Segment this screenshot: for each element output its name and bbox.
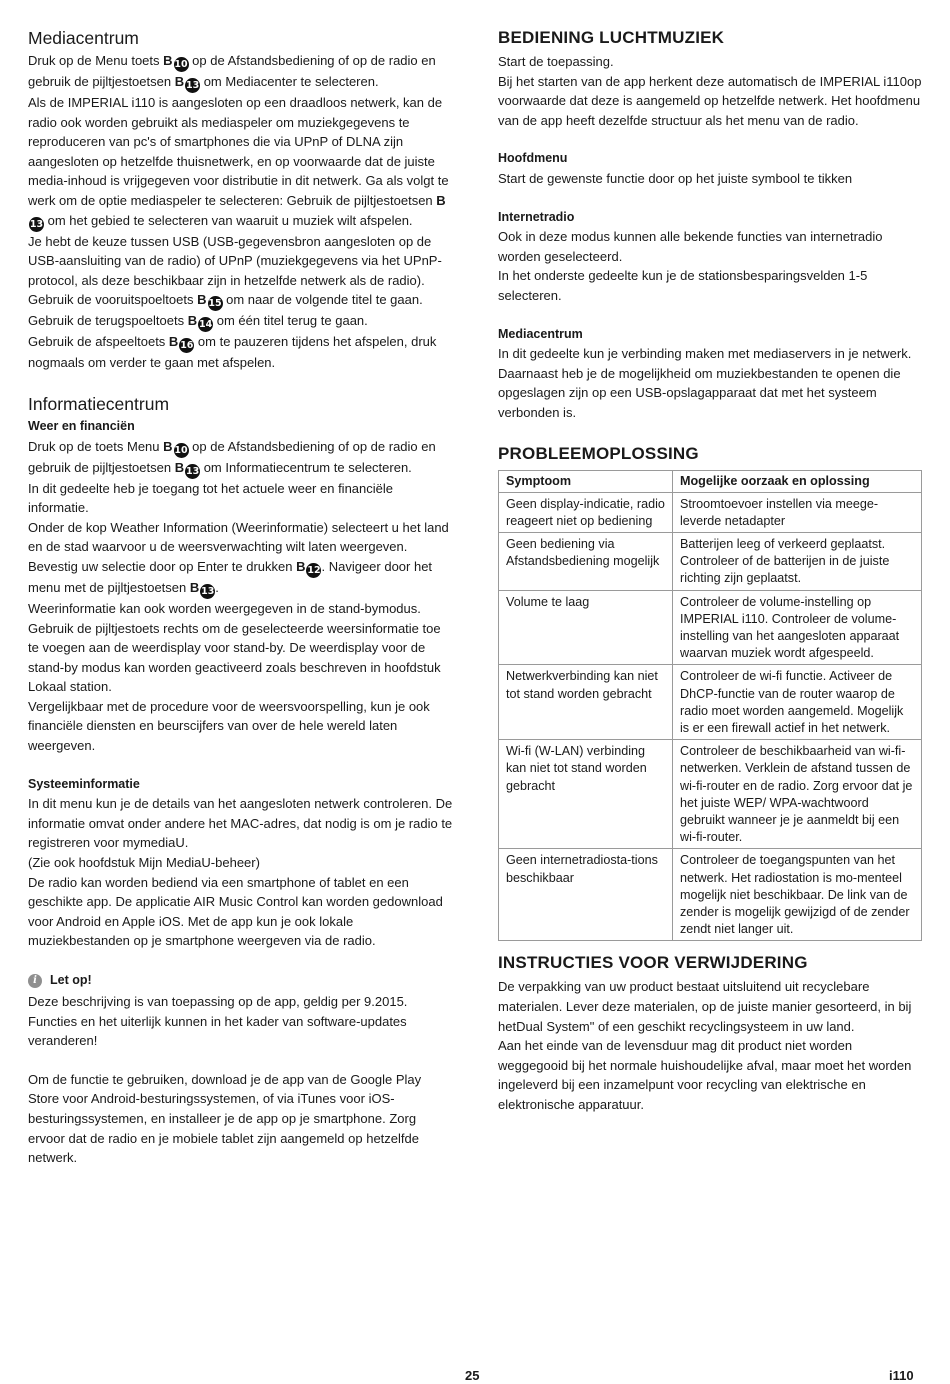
internetradio-p1: Ook in deze modus kunnen alle bekende functies van internetradio worden geselecteerd. [498, 229, 883, 264]
systeeminformatie-heading: Systeeminformatie [28, 776, 140, 791]
mediacentrum-p4 [28, 290, 453, 311]
text: Als de IMPERIAL i110 is aangesloten op een draadloos netwerk, kan de radio ook worden gebruikt als mediaspeler om muziekgegevens te reproduceren van pc's of smartphones die via UPnP of DLNA zijn aangesloten op hetzelfde thuisnetwerk, en op voorwaarde dat de juiste media-inhoud is vrijgegeven voor distributie in dit netwerk. Ga als volgt te werk om de optie mediaspeler te selecteren: Gebruik de pijltjestoetsen [28, 95, 449, 208]
verwijdering-p2: Aan het einde van de levensduur mag dit product niet worden weggegooid bij het normale huishoudelijke afval, maar moet het worden ingeleverd bij een inzamelpunt voor recycling van elektrische en elektronische apparatuur. [498, 1038, 912, 1112]
page-number: 25 [465, 1368, 480, 1383]
text: Gebruik de vooruitspoeltoets [28, 292, 198, 308]
key-badge-icon: 10 [174, 59, 188, 70]
column-header: Symptoom [499, 470, 673, 492]
ref-letter: B [163, 438, 173, 454]
symptom-cell: Volume te laag [499, 590, 673, 665]
note-p2: Om de functie te gebruiken, download je de app van de Google Play Store voor Android-besturingssystemen, of via iTunes voor iOS-besturingssystemen, en installeer je de app op je smartphone. Zorg ervoor dat de radio en je mobiele tablet zijn aangemeld op hetzelfde netwerk. [28, 1071, 422, 1166]
text: om het gebied te selecteren van waaruit u muziek wilt afspelen. [44, 212, 413, 228]
hoofdmenu-text: Start de gewenste functie door op het juiste symbool te tikken [498, 170, 853, 186]
key-badge-icon: 13 [185, 465, 200, 477]
symptom-cell: Wi-fi (W-LAN) verbinding kan niet tot stand worden gebracht [499, 740, 673, 849]
symptom-cell: Geen bediening via Afstandsbediening mogelijk [499, 532, 673, 590]
left-column [28, 26, 453, 1168]
text: om te pauzeren tijdens het afspelen, druk nogmaals om verder te gaan met afspelen. [28, 334, 437, 371]
text: op de Afstandsbediening of op de radio en gebruik de pijltjestoetsen [28, 438, 436, 475]
mediacentrum-app-heading: Mediacentrum [498, 326, 583, 341]
ref-letter: B [436, 192, 446, 208]
info-p3: Onder de kop Weather Information (Weerinformatie) selecteert u het land en de stad waarvoor u de weersverwachting wilt laten weergeven. [28, 519, 449, 555]
ref-letter: B [197, 292, 207, 308]
key-badge-icon: 15 [208, 298, 222, 310]
systeem-p2: (Zie ook hoofdstuk Mijn MediaU-beheer) [28, 855, 260, 871]
symptom-cell: Netwerkverbinding kan niet tot stand worden gebracht [499, 665, 673, 740]
solution-cell: Batterijen leeg of verkeerd geplaatst. Controleer of de batterijen in de juiste richting zijn geplaatst. [673, 532, 922, 590]
systeem-p1: In dit menu kun je de details van het aangesloten netwerk controleren. De informatie omvat onder andere het MAC-adres, dat nodig is om je radio te registreren voor mymediaU. [28, 796, 453, 851]
note-p1: Deze beschrijving is van toepassing op de app, geldig per 9.2015. Functies en het uiterlijk kunnen in het kader van software-updates veranderen! [28, 994, 408, 1049]
solution-cell: Controleer de toegangspunten van het netwerk. Het radiostation is mo-menteel mogelijk niet beschikbaar. De link van de zender is mogelijk gewijzigd of de zender zendt niet langer uit. [673, 849, 922, 941]
table-row [499, 740, 922, 849]
mediacentrum-p3: Je hebt de keuze tussen USB (USB-gegevensbron aangesloten op de USB-aansluiting van de radio) of UPnP (muziekgegevens via het UPnP-protocol, als deze beschikbaar zijn in hetzelfde netwerk als de radio). [28, 233, 442, 288]
key-badge-icon: 13 [29, 218, 44, 230]
key-badge-icon: 10 [174, 444, 188, 456]
text: op de Afstandsbediening of op de radio en gebruik de pijltjestoetsen [28, 53, 436, 89]
ref-letter: B [296, 558, 306, 574]
key-badge-icon: 12 [307, 564, 321, 576]
systeem-p3: De radio kan worden bediend via een smartphone of tablet en een geschikte app. De applicatie AIR Music Control kan worden gedownload voor Android en Apple iOS. Met de app kun je ook lokale muziekbestanden op je smartphone weergeven via de radio. [28, 874, 443, 949]
internetradio-heading: Internetradio [498, 209, 575, 224]
solution-cell: Controleer de wi-fi functie. Activeer de DhCP-functie van de router waarop de radio moet worden aangemeld. Mogelijk is er een firewall actief in het netwerk. [673, 665, 922, 740]
table-header-row [499, 470, 922, 492]
symptom-cell: Geen internetradiosta-tions beschikbaar [499, 849, 673, 941]
note-title: Let op! [50, 973, 92, 988]
solution-cell: Controleer de volume-instelling op IMPERIAL i110. Controleer de volume-instelling van het aangesloten apparaat waarvan muziek wordt afgespeeld. [673, 590, 922, 665]
table-row [499, 590, 922, 665]
info-p2: In dit gedeelte heb je toegang tot het actuele weer en financiële informatie. [28, 480, 393, 516]
hoofdmenu-heading: Hoofdmenu [498, 151, 568, 166]
ref-letter: B [163, 53, 173, 68]
info-p6: Vergelijkbaar met de procedure voor de weersvoorspelling, kun je ook financiële diensten en beurscijfers van over de hele wereld laten weergeven. [28, 698, 430, 754]
ref-letter: B [189, 579, 200, 595]
symptom-cell: Geen display-indicatie, radio reageert niet op bediening [499, 492, 673, 532]
text: Druk op de Menu toets [28, 53, 164, 68]
text: om naar de volgende titel te gaan. [222, 292, 423, 308]
ref-letter: B [168, 334, 179, 350]
mediacentrum-heading: Mediacentrum [28, 28, 139, 48]
solution-cell: Controleer de beschikbaarheid van wi-fi-netwerken. Verklein de afstand tussen de wi-fi-router en de radio. Zorg ervoor dat je het juiste WEP/ WPA-wachtwoord gebruikt wanneer je je aanmeldt bij een wi-fi-router. [673, 740, 922, 849]
verwijdering-heading: INSTRUCTIES VOOR VERWIJDERING [498, 953, 808, 973]
text: . Navigeer door het menu met de pijltjestoetsen [28, 558, 433, 595]
internetradio-p2: In het onderste gedeelte kun je de stationsbesparingsvelden 1-5 selecteren. [498, 268, 868, 303]
note-header [28, 970, 453, 992]
text: Bevestig uw selectie door op Enter te drukken [28, 558, 297, 574]
bediening-p1: Start de toepassing. [498, 54, 614, 69]
verwijdering-p1: De verpakking van uw product bestaat uitsluitend uit recyclebare materialen. Lever deze materialen, op de juiste manier gesorteerd, in bij hetDual System" of een geschikt recyclingsysteem in uw land. [498, 979, 912, 1034]
solution-cell: Stroomtoevoer instellen via meege-leverde netadapter [673, 492, 922, 532]
info-p1 [28, 437, 453, 479]
table-row [499, 665, 922, 740]
mediacentrum-app-text: In dit gedeelte kun je verbinding maken met mediaservers in je netwerk. Daarnaast heb je de mogelijkheid om muziekbestanden te openen die opgeslagen zijn op een USB-opslagapparaat dat met het systeem verbonden is. [498, 346, 912, 420]
column-header: Mogelijke oorzaak en oplossing [673, 470, 922, 492]
ref-letter: B [174, 74, 185, 89]
table-row [499, 492, 922, 532]
informatiecentrum-heading: Informatiecentrum [28, 393, 170, 414]
right-column [498, 26, 923, 1115]
key-badge-icon: 13 [185, 80, 200, 91]
table-row [499, 849, 922, 941]
text: Gebruik de terugspoeltoets [28, 313, 188, 329]
text: Druk op de toets Menu [28, 438, 164, 454]
key-badge-icon: 16 [180, 340, 194, 352]
mediacentrum-p5 [28, 311, 453, 332]
key-badge-icon: 13 [201, 585, 215, 597]
info-icon: i [28, 974, 42, 988]
probleemoplossing-heading: PROBLEEMOPLOSSING [498, 443, 699, 463]
info-p5: Weerinformatie kan ook worden weergegeven in de stand-bymodus. Gebruik de pijltjestoets rechts om de geselecteerde weersinformatie toe te voegen aan de weerdisplay voor stand-by. De weerdisplay voor de stand-by modus kan worden geactiveerd zoals beschreven in hoofdstuk Lokaal station. [28, 600, 441, 695]
key-badge-icon: 14 [198, 319, 213, 331]
model-name: i110 [889, 1368, 914, 1383]
text: . [215, 579, 219, 595]
troubleshooting-table [498, 470, 922, 942]
bediening-heading: BEDIENING LUCHTMUZIEK [498, 28, 725, 47]
text: Gebruik de afspeeltoets [28, 334, 169, 350]
mediacentrum-p2 [28, 93, 453, 232]
text: om Mediacenter te selecteren. [200, 74, 379, 89]
ref-letter: B [187, 313, 198, 329]
mediacentrum-p1 [28, 51, 453, 93]
bediening-p2: Bij het starten van de app herkent deze automatisch de IMPERIAL i110op voorwaarde dat deze is aangemeld op hetzelfde netwerk. Het hoofdmenu van de app heeft dezelfde structuur als het menu van de radio. [498, 73, 922, 128]
table-row [499, 532, 922, 590]
text: om één titel terug te gaan. [213, 313, 368, 329]
info-p4 [28, 557, 453, 599]
weer-financien-subheading: Weer en financiën [28, 418, 135, 433]
text: om Informatiecentrum te selecteren. [200, 459, 412, 475]
ref-letter: B [174, 459, 185, 475]
mediacentrum-p6 [28, 332, 453, 373]
